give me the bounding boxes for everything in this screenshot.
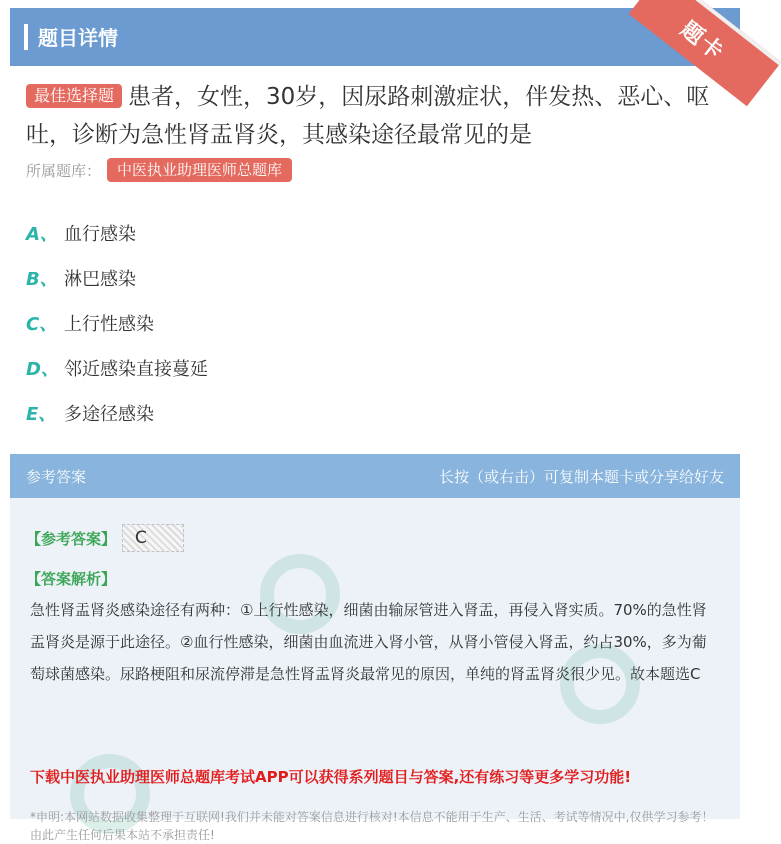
share-hint: 长按（或右击）可复制本题卡或分享给好友 bbox=[438, 467, 724, 486]
header-accent-bar bbox=[24, 24, 28, 50]
option-letter: C、 bbox=[26, 313, 58, 335]
option-text: 多途径感染 bbox=[64, 403, 154, 425]
option-b[interactable] bbox=[26, 255, 208, 300]
answer-panel bbox=[10, 454, 740, 842]
option-letter: E、 bbox=[26, 403, 57, 425]
option-text: 血行感染 bbox=[64, 223, 136, 245]
option-e[interactable] bbox=[26, 390, 208, 435]
option-text: 上行性感染 bbox=[64, 313, 154, 335]
option-text: 邻近感染直接蔓延 bbox=[64, 358, 208, 380]
option-letter: D、 bbox=[26, 358, 59, 380]
download-app-link[interactable]: 下载中医执业助理医师总题库考试APP可以获得系列题目与答案,还有练习等更多学习功能! bbox=[30, 768, 632, 786]
question-type-badge: 最佳选择题 bbox=[26, 84, 122, 108]
source-badge[interactable]: 中医执业助理医师总题库 bbox=[107, 158, 292, 182]
analysis-text: 急性肾盂肾炎感染途径有两种：①上行性感染，细菌由输尿管进入肾盂，再侵入肾实质。70%的急性肾盂肾炎是源于此途径。②血行性感染，细菌由血流进入肾小管，从肾小管侵入肾盂，约占30%，多为葡萄球菌感染。尿路梗阻和尿流停滞是急性肾盂肾炎最常见的原因，单纯的肾盂肾炎很少见。故本题选C bbox=[30, 601, 707, 683]
analysis-label: 【答案解析】 bbox=[26, 570, 117, 588]
option-a[interactable] bbox=[26, 210, 208, 255]
option-letter: B、 bbox=[26, 268, 58, 290]
option-d[interactable] bbox=[26, 345, 208, 390]
source-label: 所属题库： bbox=[26, 161, 102, 180]
reference-answer-value[interactable]: C bbox=[122, 524, 184, 552]
answer-header bbox=[10, 454, 740, 498]
option-c[interactable] bbox=[26, 300, 208, 345]
question-source bbox=[26, 158, 292, 182]
option-letter: A、 bbox=[26, 223, 58, 245]
option-text: 淋巴感染 bbox=[64, 268, 136, 290]
page-title: 题目详情 bbox=[38, 26, 118, 50]
header-bar bbox=[10, 8, 740, 66]
answer-header-title: 参考答案 bbox=[26, 467, 87, 486]
question-text: 患者，女性，30岁，因尿路刺激症状，伴发热、恶心、呕吐，诊断为急性肾盂肾炎，其感染途径最常见的是 bbox=[26, 84, 710, 148]
question-stem bbox=[26, 78, 726, 154]
ribbon-label: 题卡 bbox=[675, 16, 730, 66]
options-list bbox=[26, 210, 208, 435]
reference-answer-label: 【参考答案】 bbox=[26, 529, 117, 548]
disclaimer-text: *申明:本网站数据收集整理于互联网!我们并未能对答案信息进行核对!本信息不能用于生产、生活、考试等情况中,仅供学习参考！由此产生任何后果本站不承担责任! bbox=[30, 810, 714, 842]
reference-answer-line bbox=[26, 524, 184, 552]
